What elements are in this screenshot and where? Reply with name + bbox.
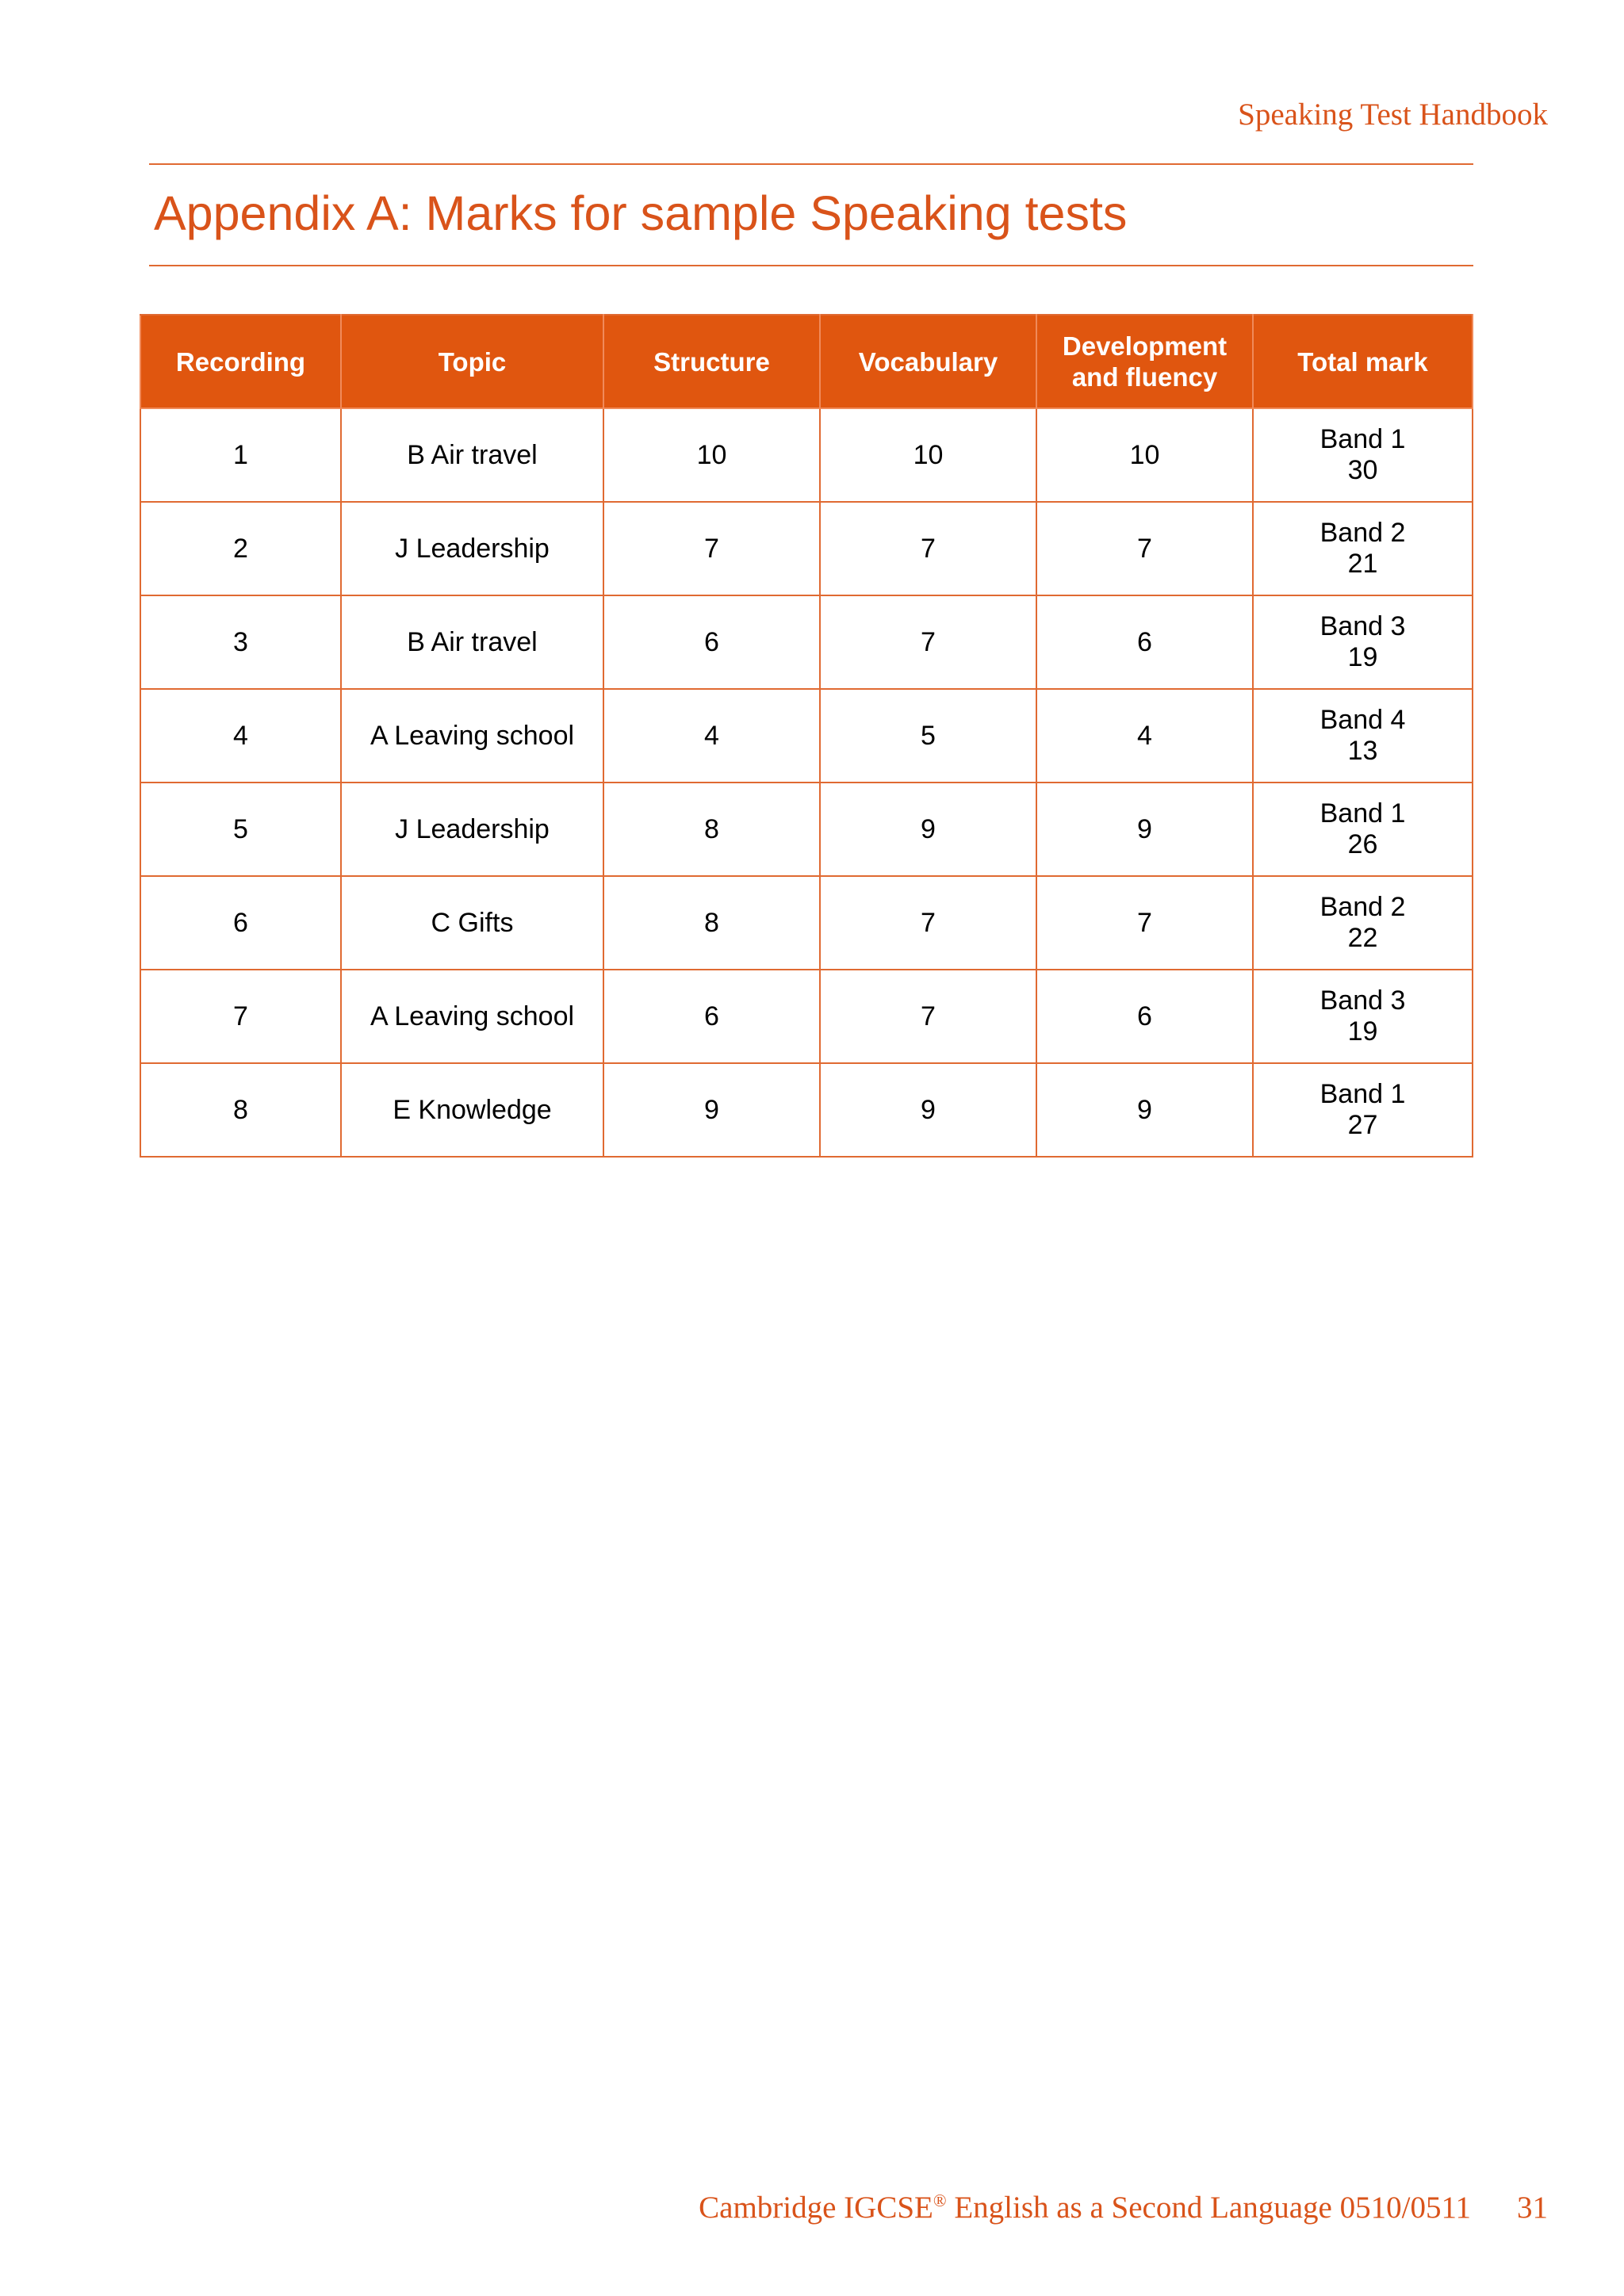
total-mark-cell <box>1253 970 1473 1063</box>
vocabulary-cell: 7 <box>820 970 1036 1063</box>
total-score: 19 <box>1347 642 1378 672</box>
recording-cell: 6 <box>140 876 341 970</box>
title-rule-top <box>149 163 1473 165</box>
recording-cell: 7 <box>140 970 341 1063</box>
table-row <box>140 970 1473 1063</box>
total-mark-cell <box>1253 783 1473 876</box>
band-label: Band 1 <box>1320 424 1406 454</box>
table-row <box>140 1063 1473 1157</box>
topic-cell: B Air travel <box>341 408 603 502</box>
structure-cell: 6 <box>603 970 820 1063</box>
structure-cell: 4 <box>603 689 820 783</box>
vocabulary-cell: 7 <box>820 595 1036 689</box>
total-mark-cell <box>1253 876 1473 970</box>
footer-subtitle: English as a Second Language 0510/0511 <box>946 2191 1471 2225</box>
marks-table <box>140 314 1473 1158</box>
total-score: 22 <box>1347 923 1378 953</box>
recording-cell: 1 <box>140 408 341 502</box>
recording-cell: 4 <box>140 689 341 783</box>
table-row <box>140 502 1473 595</box>
recording-cell: 8 <box>140 1063 341 1157</box>
topic-cell: J Leadership <box>341 502 603 595</box>
table-body <box>140 408 1473 1157</box>
vocabulary-cell: 7 <box>820 502 1036 595</box>
band-label: Band 4 <box>1320 705 1406 735</box>
total-mark-cell <box>1253 595 1473 689</box>
column-header-total-mark: Total mark <box>1253 315 1473 408</box>
total-score: 30 <box>1347 455 1378 485</box>
topic-cell: J Leadership <box>341 783 603 876</box>
structure-cell: 8 <box>603 783 820 876</box>
structure-cell: 7 <box>603 502 820 595</box>
column-header-structure: Structure <box>603 315 820 408</box>
topic-cell: E Knowledge <box>341 1063 603 1157</box>
table-row <box>140 595 1473 689</box>
page-title: Appendix A: Marks for sample Speaking tests <box>154 186 1128 240</box>
table-header <box>140 315 1473 408</box>
title-rule-bottom <box>149 265 1473 266</box>
development-cell: 6 <box>1036 970 1253 1063</box>
table-row <box>140 689 1473 783</box>
band-label: Band 1 <box>1320 798 1406 828</box>
band-label: Band 3 <box>1320 985 1406 1016</box>
development-cell: 9 <box>1036 1063 1253 1157</box>
topic-cell: A Leaving school <box>341 970 603 1063</box>
registered-mark: ® <box>933 2191 947 2210</box>
topic-cell: C Gifts <box>341 876 603 970</box>
development-cell: 9 <box>1036 783 1253 876</box>
table-header-row <box>140 315 1473 408</box>
total-score: 27 <box>1347 1110 1378 1140</box>
development-cell: 7 <box>1036 502 1253 595</box>
table-row <box>140 876 1473 970</box>
table-row <box>140 408 1473 502</box>
column-header-topic: Topic <box>341 315 603 408</box>
recording-cell: 5 <box>140 783 341 876</box>
total-score: 19 <box>1347 1016 1378 1047</box>
band-label: Band 2 <box>1320 518 1406 548</box>
table-row <box>140 783 1473 876</box>
development-cell: 4 <box>1036 689 1253 783</box>
vocabulary-cell: 9 <box>820 1063 1036 1157</box>
vocabulary-cell: 10 <box>820 408 1036 502</box>
total-mark-cell <box>1253 1063 1473 1157</box>
vocabulary-cell: 5 <box>820 689 1036 783</box>
column-header-recording: Recording <box>140 315 341 408</box>
total-mark-cell <box>1253 502 1473 595</box>
development-cell: 7 <box>1036 876 1253 970</box>
total-mark-cell <box>1253 689 1473 783</box>
band-label: Band 2 <box>1320 892 1406 922</box>
recording-cell: 2 <box>140 502 341 595</box>
band-label: Band 1 <box>1320 1079 1406 1109</box>
structure-cell: 9 <box>603 1063 820 1157</box>
page-footer <box>699 2190 1548 2225</box>
structure-cell: 8 <box>603 876 820 970</box>
total-mark-cell <box>1253 408 1473 502</box>
total-score: 21 <box>1347 549 1378 579</box>
vocabulary-cell: 9 <box>820 783 1036 876</box>
total-score: 13 <box>1347 736 1378 766</box>
structure-cell: 6 <box>603 595 820 689</box>
band-label: Band 3 <box>1320 611 1406 641</box>
running-header: Speaking Test Handbook <box>1238 98 1548 132</box>
structure-cell: 10 <box>603 408 820 502</box>
footer-title: Cambridge IGCSE <box>699 2191 933 2225</box>
development-cell: 6 <box>1036 595 1253 689</box>
development-cell: 10 <box>1036 408 1253 502</box>
column-header-vocabulary: Vocabulary <box>820 315 1036 408</box>
vocabulary-cell: 7 <box>820 876 1036 970</box>
recording-cell: 3 <box>140 595 341 689</box>
topic-cell: A Leaving school <box>341 689 603 783</box>
topic-cell: B Air travel <box>341 595 603 689</box>
total-score: 26 <box>1347 829 1378 859</box>
page-number: 31 <box>1517 2191 1548 2225</box>
column-header-development: Development and fluency <box>1036 315 1253 408</box>
